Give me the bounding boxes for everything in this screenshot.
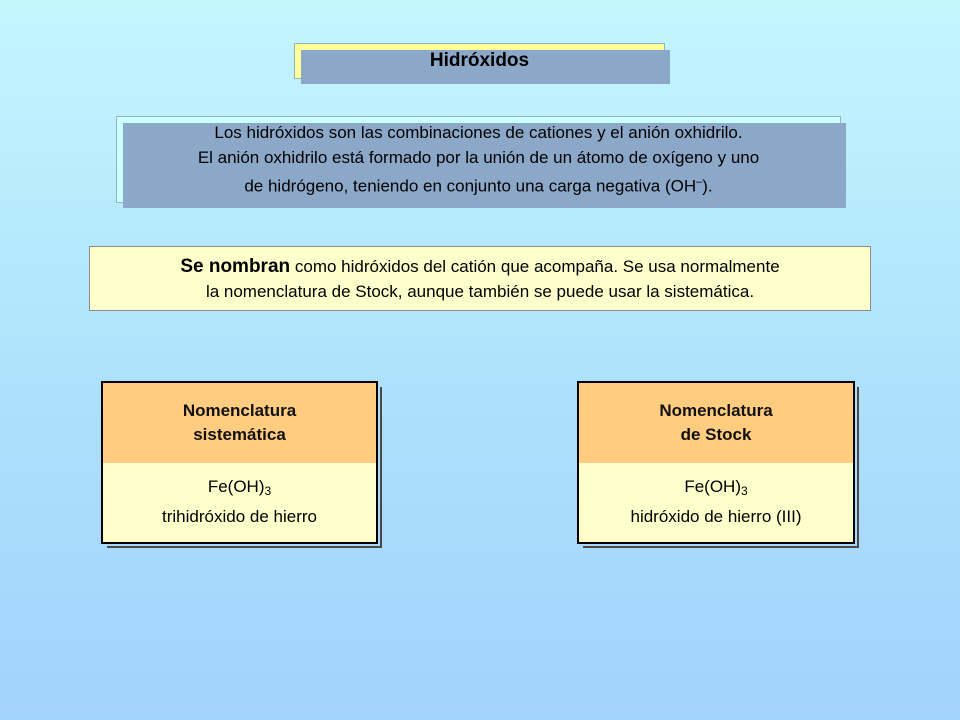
intro-box: [116, 116, 841, 203]
formula-base: Fe(OH): [207, 477, 265, 496]
intro-line-2: El anión oxhidrilo está formado por la unión de un átomo de oxígeno y uno: [197, 148, 760, 168]
table-header-line-1: Nomenclatura: [182, 401, 297, 420]
naming-box: [89, 246, 871, 311]
systematic-nomenclature-table: [101, 381, 378, 544]
intro-line-3-text: de hidrógeno, teniendo en conjunto una carga negativa (OH: [244, 176, 697, 196]
hydroxide-charge: –: [696, 176, 703, 189]
table-header: [579, 383, 853, 463]
intro-text: [198, 120, 759, 199]
stock-nomenclature-table: [577, 381, 855, 544]
title-box: [294, 43, 665, 79]
page-title: Hidróxidos: [429, 50, 530, 71]
naming-lead: Se nombran: [180, 255, 291, 277]
table-body: [103, 463, 376, 541]
table-body: [579, 463, 853, 541]
intro-line-3: [198, 170, 759, 199]
formula-base: Fe(OH): [684, 477, 741, 496]
intro-line-1: Los hidróxidos son las combinaciones de cationes y el anión oxhidrilo.: [214, 123, 743, 143]
intro-line-3-end: ).: [702, 176, 713, 196]
compound-name: hidróxido de hierro (III): [630, 507, 802, 526]
table-header-line-2: de Stock: [680, 425, 752, 444]
naming-line-1: [180, 254, 779, 279]
formula-subscript: 3: [740, 484, 748, 498]
compound-name: trihidróxido de hierro: [162, 507, 317, 526]
naming-line-2: la nomenclatura de Stock, aunque también se puede usar la sistemática.: [205, 281, 755, 301]
naming-line-1-rest: como hidróxidos del catión que acompaña. Se usa normalmente: [290, 256, 780, 276]
formula-subscript: 3: [264, 484, 272, 498]
formula: [684, 474, 747, 504]
table-header-line-1: Nomenclatura: [659, 401, 773, 420]
formula: [208, 474, 271, 504]
table-header: [103, 383, 376, 463]
table-header-line-2: sistemática: [193, 425, 286, 444]
